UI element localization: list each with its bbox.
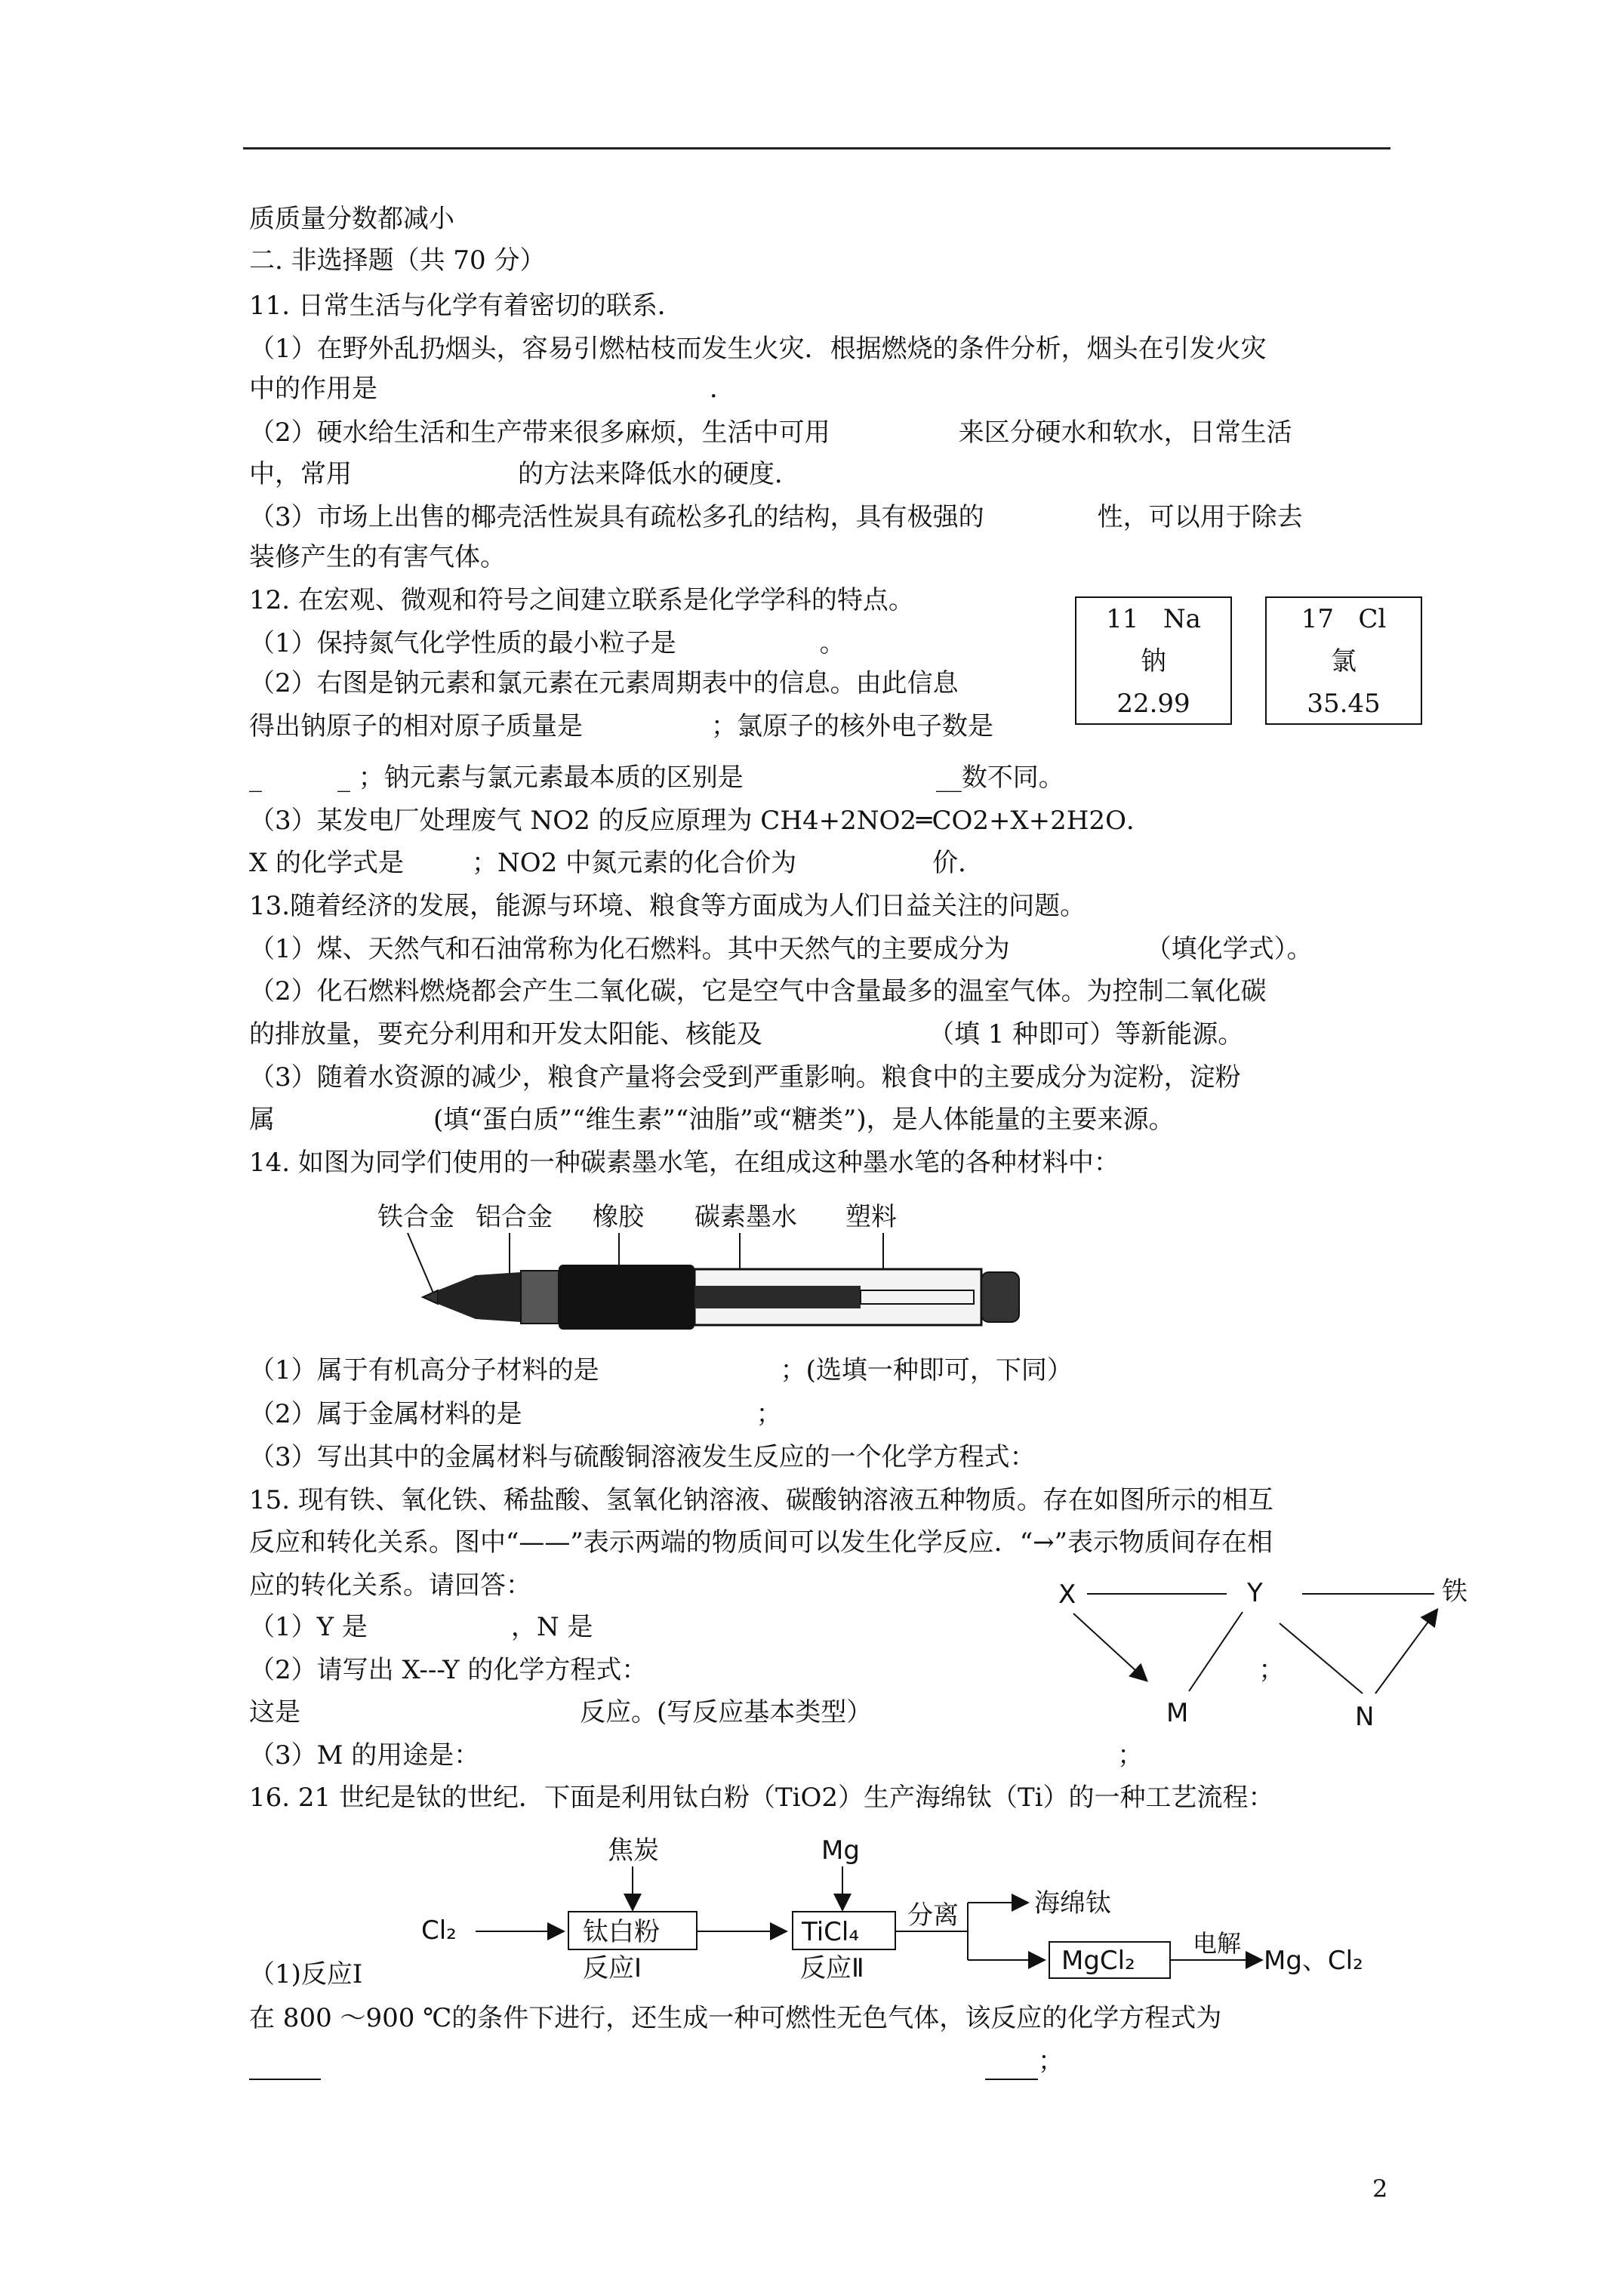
text: 这是 bbox=[249, 1697, 300, 1727]
text: （2）请写出 X---Y 的化学方程式： bbox=[249, 1655, 648, 1685]
element-card-sodium bbox=[1075, 596, 1232, 725]
page-number: 2 bbox=[1372, 2174, 1388, 2203]
text: ． bbox=[710, 374, 735, 404]
text: ； bbox=[1038, 2046, 1064, 2076]
flow-mgcl2: MgCl₂ bbox=[1061, 1946, 1135, 1976]
text: ；(选填一种即可，下同） bbox=[780, 1355, 1073, 1385]
q11-part2-b bbox=[249, 455, 800, 493]
section-heading: 二. 非选择题（共 70 分） bbox=[249, 245, 546, 276]
q12-part3-a: （3）某发电厂处理废气 NO2 的反应原理为 CH4+2NO2═CO2+X+2H2O． bbox=[249, 806, 1152, 836]
q13-part3-a: （3）随着水资源的减少，粮食产量将会受到严重影响。粮食中的主要成分为淀粉，淀粉 bbox=[249, 1062, 1241, 1093]
edge-y-m bbox=[1189, 1612, 1243, 1691]
text: _ bbox=[249, 763, 262, 793]
q11-part3-a bbox=[249, 498, 1303, 536]
node-n: N bbox=[1355, 1702, 1375, 1732]
element-name: 钠 bbox=[1141, 646, 1166, 676]
text: 属 bbox=[249, 1105, 275, 1135]
q15-part1 bbox=[249, 1608, 593, 1646]
arrow-x-to-m bbox=[1073, 1613, 1146, 1680]
q14-part1 bbox=[249, 1351, 1073, 1389]
text: 中的作用是 bbox=[249, 374, 377, 404]
flow-reaction1: 反应Ⅰ bbox=[583, 1953, 642, 1983]
pen-aluminum-section bbox=[521, 1271, 559, 1324]
flow-ticl4: TiCl₄ bbox=[802, 1917, 859, 1947]
text: 反应。(写反应基本类型） bbox=[580, 1697, 873, 1727]
edge-y-n bbox=[1280, 1623, 1363, 1693]
answer-blank bbox=[249, 2048, 321, 2080]
text: （2）属于金属材料的是 bbox=[249, 1399, 522, 1429]
q14-part2 bbox=[249, 1395, 782, 1433]
text: __数不同。 bbox=[935, 763, 1064, 793]
q16-stem: 16. 21 世纪是钛的世纪．下面是利用钛白粉（TiO2）生产海绵钛（Ti）的一种工艺流程： bbox=[249, 1783, 1274, 1813]
node-m: M bbox=[1166, 1698, 1189, 1728]
pen-label-carbon-ink: 碳素墨水 bbox=[694, 1202, 797, 1232]
q14-stem: 14. 如图为同学们使用的一种碳素墨水笔，在组成这种墨水笔的各种材料中： bbox=[249, 1148, 1119, 1178]
pen-rubber-grip bbox=[559, 1265, 694, 1330]
text: ；氯原子的核外电子数是 bbox=[711, 711, 993, 741]
q11-part2-a bbox=[249, 414, 1292, 451]
text: 得出钠原子的相对原子质量是 bbox=[249, 711, 583, 741]
pen-label-aluminum-alloy: 铝合金 bbox=[476, 1202, 553, 1232]
q11-stem: 11. 日常生活与化学有着密切的联系． bbox=[249, 291, 683, 321]
pen-label-plastic: 塑料 bbox=[845, 1202, 897, 1232]
q16-part1-a: （1)反应Ⅰ bbox=[249, 1959, 363, 1989]
q15-part2-b bbox=[249, 1693, 872, 1731]
element-mass: 22.99 bbox=[1116, 689, 1190, 719]
text: 来区分硬水和软水，日常生活 bbox=[958, 418, 1292, 448]
flow-coke: 焦炭 bbox=[608, 1835, 659, 1866]
text: （3）市场上出售的椰壳活性炭具有疏松多孔的结构，具有极强的 bbox=[249, 502, 984, 532]
ink-pen-figure bbox=[362, 1197, 1064, 1348]
answer-blank bbox=[985, 2048, 1038, 2080]
q13-part2-b bbox=[249, 1015, 1243, 1053]
flow-titanium-white: 钛白粉 bbox=[583, 1917, 660, 1947]
text: 。 bbox=[819, 628, 845, 658]
text: 中，常用 bbox=[249, 459, 352, 489]
line-continuation: 质质量分数都减小 bbox=[249, 204, 454, 234]
pen-label-iron-alloy: 铁合金 bbox=[377, 1202, 454, 1232]
q13-part2-a: （2）化石燃料燃烧都会产生二氧化碳，它是空气中含量最多的温室气体。为控制二氧化碳 bbox=[249, 976, 1267, 1006]
element-mass: 35.45 bbox=[1307, 689, 1381, 719]
q16-part1-b: 在 800 ～900 ℃的条件下进行，还生成一种可燃性无色气体，该反应的化学方程式为 bbox=[249, 2003, 1222, 2033]
arrow-n-to-iron bbox=[1375, 1610, 1437, 1693]
q12-part2-c bbox=[249, 759, 1064, 797]
text: （填化学式）。 bbox=[1145, 934, 1313, 964]
process-flow-diagram bbox=[408, 1827, 1412, 1993]
node-y: Y bbox=[1247, 1578, 1263, 1608]
flow-cl2: Cl₂ bbox=[421, 1915, 457, 1946]
text: (填“蛋白质”“维生素”“油脂”或“糖类”)，是人体能量的主要来源。 bbox=[433, 1105, 1175, 1135]
flow-sponge-ti: 海绵钛 bbox=[1034, 1888, 1111, 1918]
q11-part1-a: （1）在野外乱扔烟头，容易引燃枯枝而发生火灾．根据燃烧的条件分析，烟头在引发火灾 bbox=[249, 334, 1267, 364]
text: （2）硬水给生活和生产带来很多麻烦，生活中可用 bbox=[249, 418, 830, 448]
text: 的排放量，要充分利用和开发太阳能、核能及 bbox=[249, 1019, 762, 1049]
q15-stem-c: 应的转化关系。请回答： bbox=[249, 1570, 531, 1601]
text: ；NO2 中氮元素的化合价为 bbox=[472, 848, 797, 878]
q11-part3-b: 装修产生的有害气体。 bbox=[249, 542, 506, 572]
text: ； bbox=[756, 1399, 782, 1429]
element-number-symbol: 11 Na bbox=[1106, 604, 1201, 634]
text: （1）保持氮气化学性质的最小粒子是 bbox=[249, 628, 676, 658]
q15-stem-b: 反应和转化关系。图中“——”表示两端的物质间可以发生化学反应．“→”表示物质间存在相 bbox=[249, 1527, 1273, 1558]
node-x: X bbox=[1058, 1579, 1076, 1610]
text: （1）属于有机高分子材料的是 bbox=[249, 1355, 599, 1385]
text: （1）Y 是 bbox=[249, 1612, 368, 1642]
text: （3）M 的用途是： bbox=[249, 1740, 480, 1771]
flow-mg: Mg bbox=[821, 1835, 860, 1866]
element-name: 氯 bbox=[1331, 646, 1357, 676]
text: 的方法来降低水的硬度． bbox=[518, 459, 800, 489]
text: （填 1 种即可）等新能源。 bbox=[929, 1019, 1244, 1049]
pen-ink-tube bbox=[694, 1286, 861, 1308]
q16-part1-c bbox=[249, 2042, 1064, 2080]
text: ； bbox=[1117, 1740, 1144, 1771]
relation-diagram bbox=[1049, 1567, 1487, 1733]
pen-nib bbox=[423, 1290, 438, 1304]
q12-stem: 12. 在宏观、微观和符号之间建立联系是化学学科的特点。 bbox=[249, 585, 914, 615]
element-card-chlorine bbox=[1265, 596, 1422, 725]
flow-electrolysis: 电解 bbox=[1193, 1929, 1242, 1958]
q12-part1 bbox=[249, 624, 845, 662]
text: 价． bbox=[932, 848, 984, 878]
q14-part3: （3）写出其中的金属材料与硫酸铜溶液发生反应的一个化学方程式： bbox=[249, 1442, 1036, 1472]
text: ； bbox=[1258, 1655, 1285, 1685]
q15-part3 bbox=[249, 1737, 1143, 1774]
node-iron: 铁 bbox=[1442, 1576, 1467, 1607]
flow-reaction2: 反应Ⅱ bbox=[800, 1953, 864, 1983]
q13-stem: 13.随着经济的发展，能源与环境、粮食等方面成为人们日益关注的问题。 bbox=[249, 891, 1086, 921]
q11-part1-b bbox=[249, 370, 735, 408]
flow-separate: 分离 bbox=[907, 1900, 959, 1931]
q13-part3-b bbox=[249, 1101, 1175, 1139]
flow-products: Mg、Cl₂ bbox=[1264, 1946, 1363, 1976]
text: （1）煤、天然气和石油常称为化石燃料。其中天然气的主要成分为 bbox=[249, 934, 1010, 964]
text: X 的化学式是 bbox=[249, 848, 405, 878]
pen-end-cap bbox=[981, 1272, 1019, 1322]
q12-part2-b bbox=[249, 707, 993, 745]
q12-part2-a: （2）右图是钠元素和氯元素在元素周期表中的信息。由此信息 bbox=[249, 668, 959, 698]
element-number-symbol: 17 Cl bbox=[1301, 604, 1387, 634]
pen-body bbox=[423, 1265, 1019, 1330]
q13-part1 bbox=[249, 930, 1313, 968]
text: ，N 是 bbox=[510, 1612, 593, 1642]
header-rule bbox=[243, 147, 1390, 149]
q12-part3-b bbox=[249, 844, 984, 882]
text: _ ；钠元素与氯元素最本质的区别是 bbox=[337, 763, 744, 793]
pen-label-rubber: 橡胶 bbox=[593, 1202, 644, 1232]
text: 性，可以用于除去 bbox=[1097, 502, 1303, 532]
pen-tip-cone bbox=[438, 1272, 521, 1322]
q15-stem-a: 15. 现有铁、氧化铁、稀盐酸、氢氧化钠溶液、碳酸钠溶液五种物质。存在如图所示的相互 bbox=[249, 1485, 1273, 1515]
